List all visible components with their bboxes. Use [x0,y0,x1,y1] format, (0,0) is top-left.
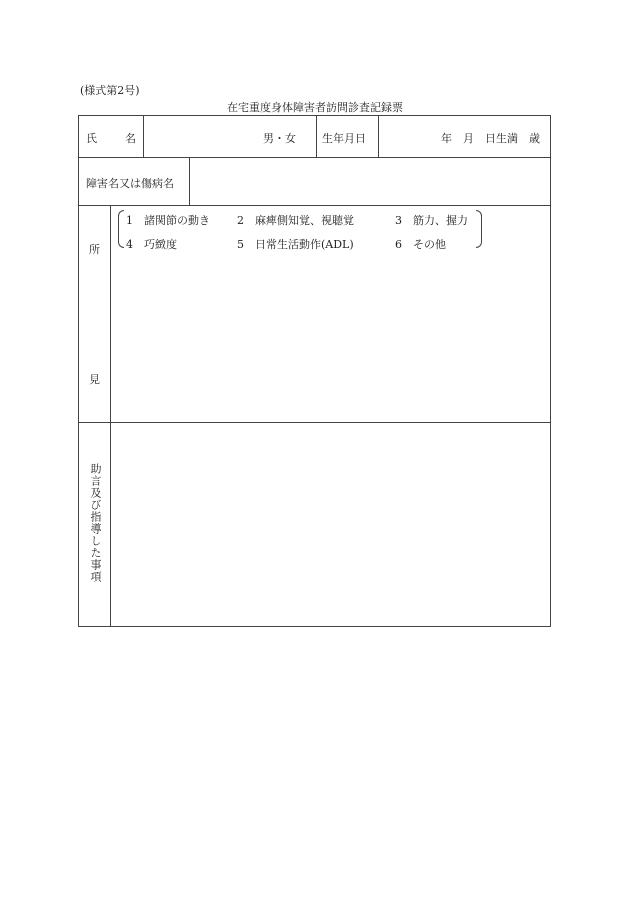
findings-label-top: 所 [89,243,100,256]
birth-date-label: 生年月日 [322,132,366,145]
form-title: 在宅重度身体障害者訪問診査記録票 [227,101,403,114]
findings-label-bottom: 見 [89,373,100,386]
cell-divider [378,116,379,157]
cell-divider [110,205,111,626]
disability-field[interactable] [197,164,542,198]
advice-field[interactable] [118,428,543,618]
left-bracket [118,210,124,248]
row-divider [79,422,550,423]
finding-item: 3 筋力、握力 [395,214,468,227]
name-label-2: 名 [125,132,136,145]
advice-label: 助言及び指導した事項 [89,463,102,583]
finding-item: 2 麻痺側知覚、視聴覚 [237,214,354,227]
gender-field[interactable]: 男・女 [263,132,296,145]
finding-item: 6 その他 [395,238,446,251]
record-table [78,115,551,627]
finding-item: 5 日常生活動作(ADL) [237,238,354,251]
cell-divider [189,157,190,205]
right-bracket [476,210,482,248]
row-divider [79,157,550,158]
disability-label: 障害名又は傷病名 [86,177,174,190]
finding-item: 4 巧緻度 [126,238,177,251]
row-divider [79,205,550,206]
findings-field[interactable] [118,256,543,416]
finding-item: 1 諸関節の動き [126,214,210,227]
cell-divider [316,116,317,157]
name-label-1: 氏 [86,132,97,145]
cell-divider [143,116,144,157]
form-number: (様式第2号) [80,84,140,97]
birth-date-field[interactable]: 年 月 日生満 歳 [441,132,540,145]
